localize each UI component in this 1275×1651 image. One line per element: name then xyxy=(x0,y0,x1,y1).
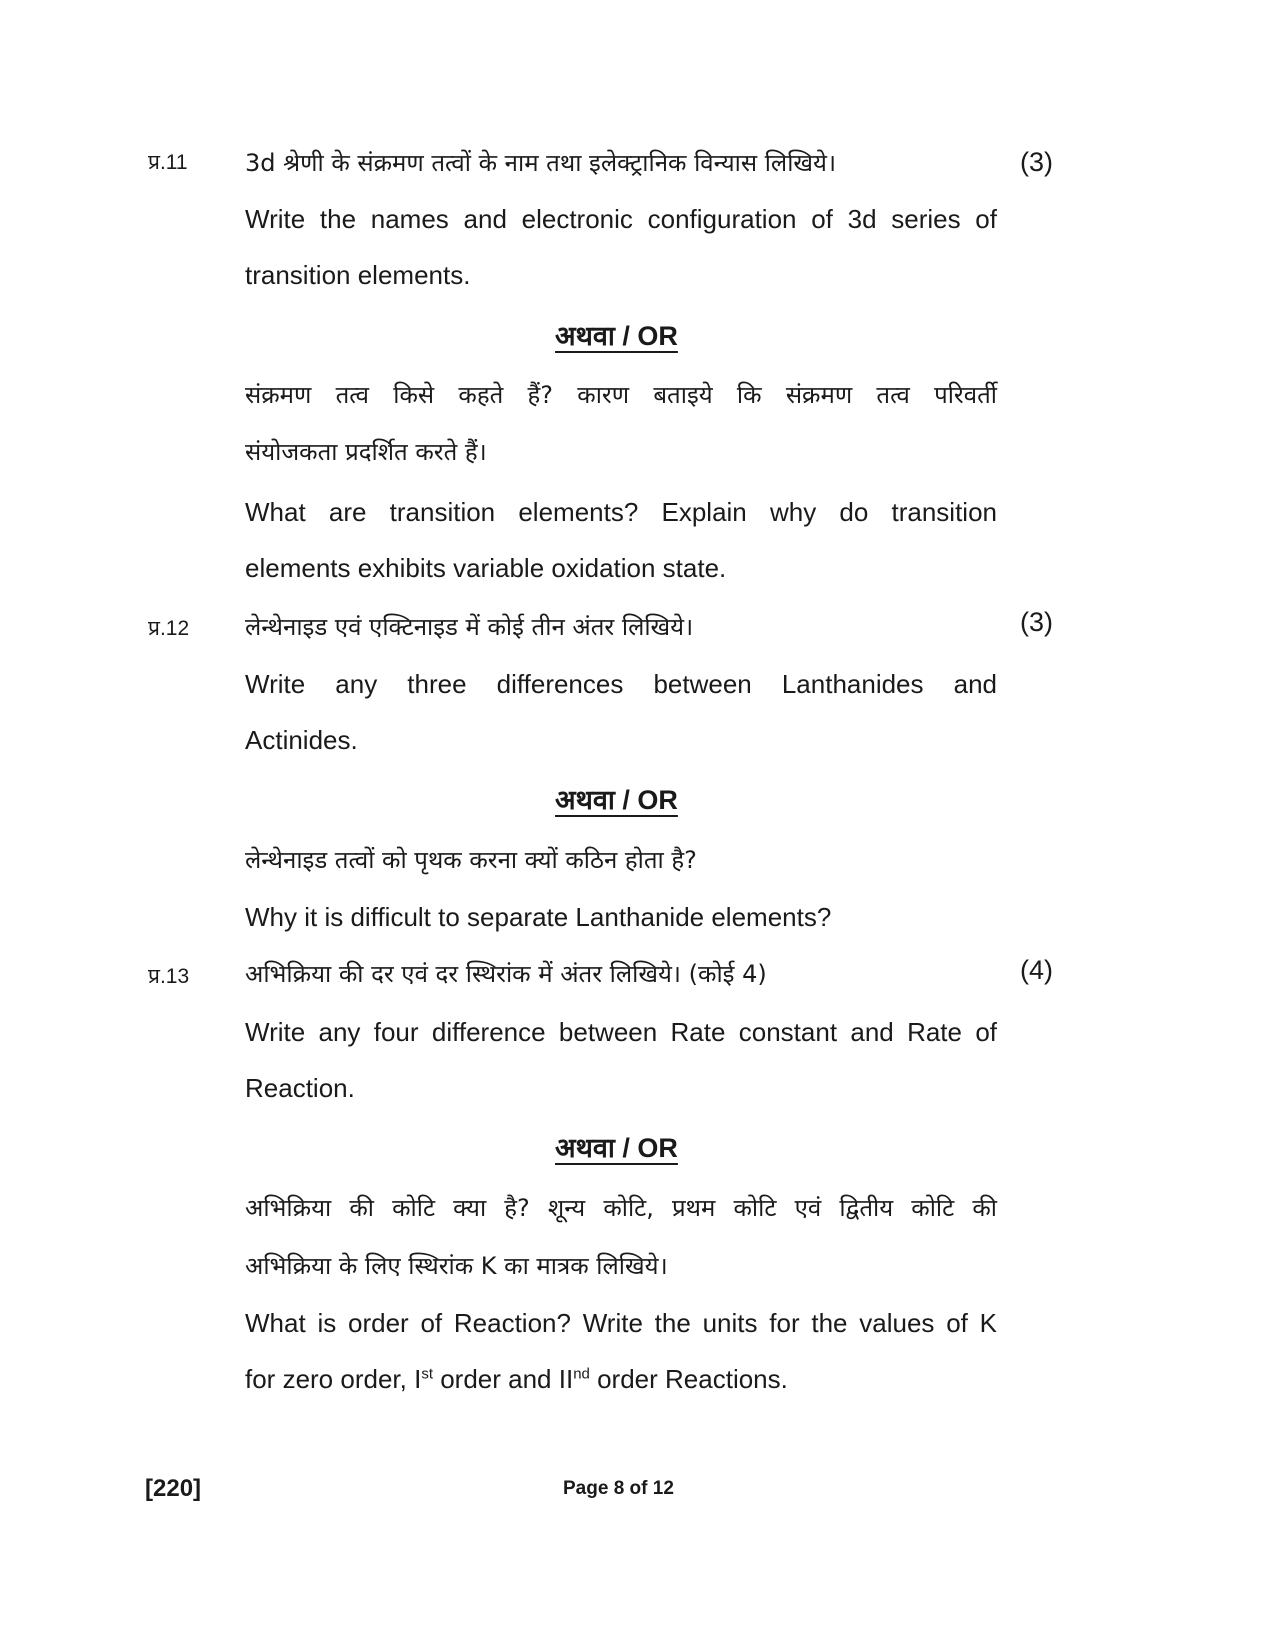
question-number: प्र.11 xyxy=(148,151,188,174)
or-separator: अथवा / OR xyxy=(555,785,678,815)
or-separator: अथवा / OR xyxy=(555,321,678,351)
alt-question-english-cont: elements exhibits variable oxidation state. xyxy=(245,553,727,583)
text-part: order and II xyxy=(432,1364,574,1394)
question-english: Write any three differences between Lanthanides and xyxy=(245,669,997,699)
alt-question-english: What are transition elements? Explain why do transition xyxy=(245,497,997,527)
question-hindi: लेन्थेनाइड एवं एक्टिनाइड में कोई तीन अंतर लिखिये। xyxy=(245,613,694,641)
alt-question-hindi-cont: संयोजकता प्रदर्शित करते हैं। xyxy=(245,438,487,466)
alt-question-hindi: अभिक्रिया की कोटि क्या है? शून्य कोटि, प्रथम कोटि एवं द्वितीय कोटि की xyxy=(245,1194,997,1222)
alt-question-english: Why it is difficult to separate Lanthanide elements? xyxy=(245,902,832,932)
alt-question-english: What is order of Reaction? Write the units for the values of K xyxy=(245,1308,997,1338)
alt-question-english-cont xyxy=(245,1364,788,1395)
question-english-cont: transition elements. xyxy=(245,260,471,290)
superscript: nd xyxy=(573,1365,590,1383)
question-number: प्र.13 xyxy=(148,965,190,988)
text-part: for zero order, I xyxy=(245,1364,422,1394)
question-marks: (3) xyxy=(1020,607,1053,637)
question-english: Write the names and electronic configuration of 3d series of xyxy=(245,204,997,234)
question-number: प्र.12 xyxy=(148,617,190,640)
or-separator: अथवा / OR xyxy=(555,1133,678,1163)
text-part: order Reactions. xyxy=(589,1364,788,1394)
alt-question-hindi: लेन्थेनाइड तत्वों को पृथक करना क्यों कठिन होता है? xyxy=(245,846,697,874)
page-number: Page 8 of 12 xyxy=(563,1478,674,1499)
paper-code: [220] xyxy=(145,1475,202,1502)
alt-question-hindi: संक्रमण तत्व किसे कहते हैं? कारण बताइये कि संक्रमण तत्व परिवर्ती xyxy=(245,381,997,409)
superscript: st xyxy=(421,1365,433,1383)
question-marks: (4) xyxy=(1020,955,1053,985)
question-hindi: 3d श्रेणी के संक्रमण तत्वों के नाम तथा इलेक्ट्रानिक विन्यास लिखिये। xyxy=(245,149,837,177)
question-english: Write any four difference between Rate constant and Rate of xyxy=(245,1017,997,1047)
question-english-cont: Actinides. xyxy=(245,725,358,755)
question-hindi: अभिक्रिया की दर एवं दर स्थिरांक में अंतर लिखिये। (कोई 4) xyxy=(245,960,767,988)
question-marks: (3) xyxy=(1020,147,1053,177)
question-english-cont: Reaction. xyxy=(245,1073,355,1103)
alt-question-hindi-cont: अभिक्रिया के लिए स्थिरांक K का मात्रक लिखिये। xyxy=(245,1252,668,1280)
